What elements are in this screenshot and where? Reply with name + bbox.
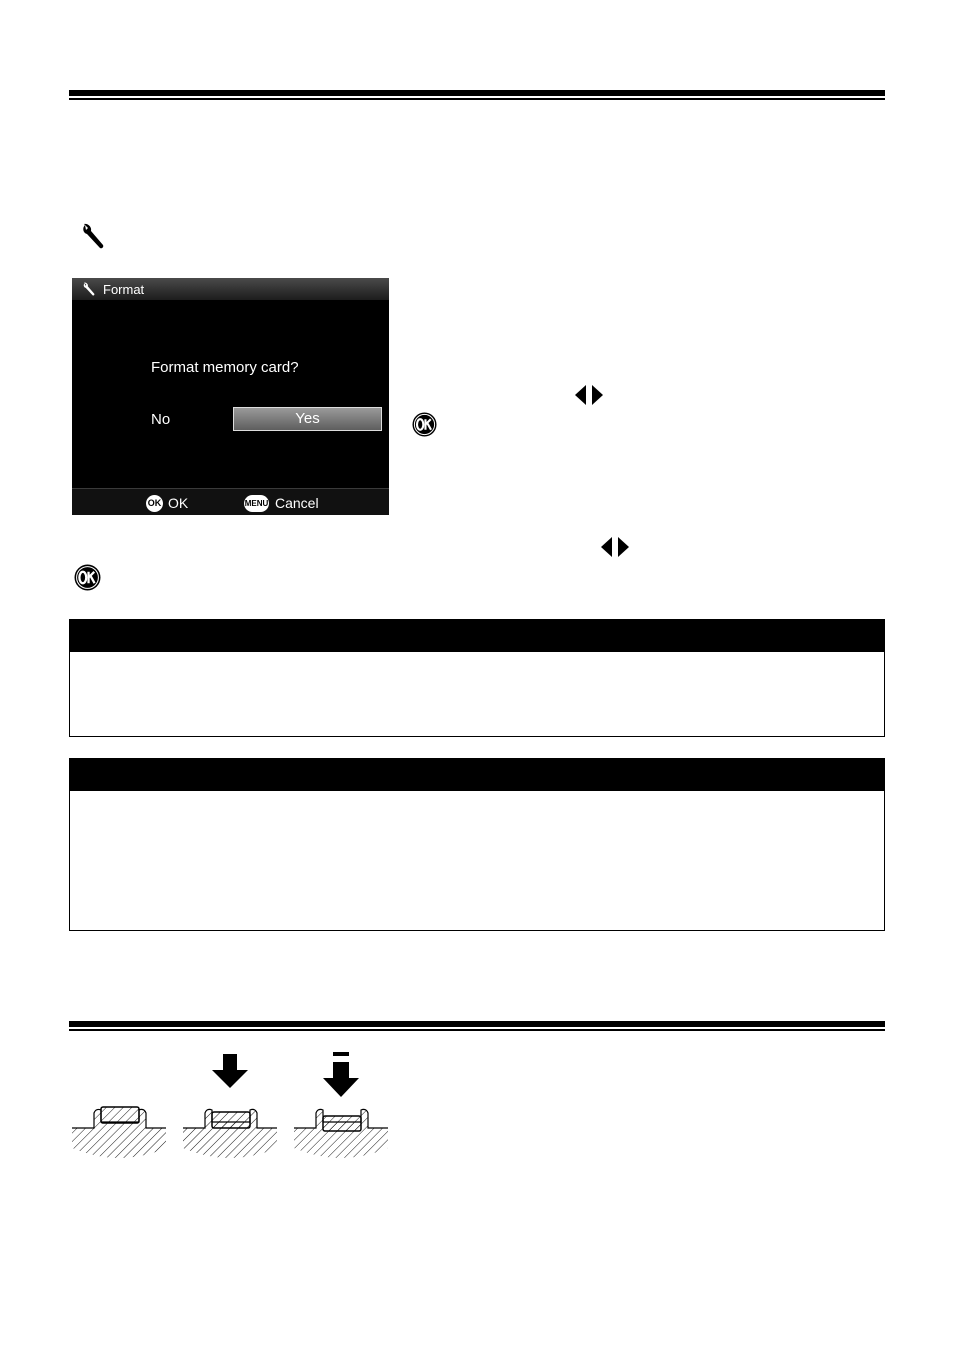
option-yes[interactable]: Yes: [233, 407, 382, 431]
format-question: Format memory card?: [151, 359, 299, 376]
section-rule: [69, 1021, 885, 1031]
caution-box-header: [70, 759, 884, 791]
shutter-button-half-pressed: [183, 1054, 277, 1158]
wrench-icon: [80, 222, 110, 250]
footer-ok-label: OK: [168, 495, 189, 511]
screen-footer: [72, 488, 389, 515]
left-right-arrows-icon: [574, 384, 604, 406]
shutter-release-diagram: [70, 1050, 390, 1165]
ok-button-icon: OK: [146, 495, 163, 512]
header-rule: [69, 90, 885, 100]
format-screen: [72, 278, 389, 515]
ok-button-icon: [74, 564, 101, 591]
full-press-bar-icon: [333, 1052, 349, 1056]
menu-button-icon: MENU: [244, 495, 269, 512]
option-no[interactable]: No: [151, 411, 171, 428]
arrow-down-full-icon: [323, 1062, 359, 1097]
ok-button-icon: [412, 412, 437, 437]
screen-title: Format: [103, 282, 145, 297]
left-right-arrows-icon: [600, 536, 630, 558]
footer-cancel-label: Cancel: [275, 495, 319, 511]
shutter-button-released: [72, 1107, 166, 1158]
wrench-icon: [82, 281, 98, 297]
caution-box: [69, 758, 885, 931]
note-box: [69, 619, 885, 737]
note-box-header: [70, 620, 884, 652]
screen-titlebar: [72, 278, 389, 300]
arrow-down-icon: [212, 1054, 248, 1088]
shutter-button-fully-pressed: [294, 1052, 388, 1158]
